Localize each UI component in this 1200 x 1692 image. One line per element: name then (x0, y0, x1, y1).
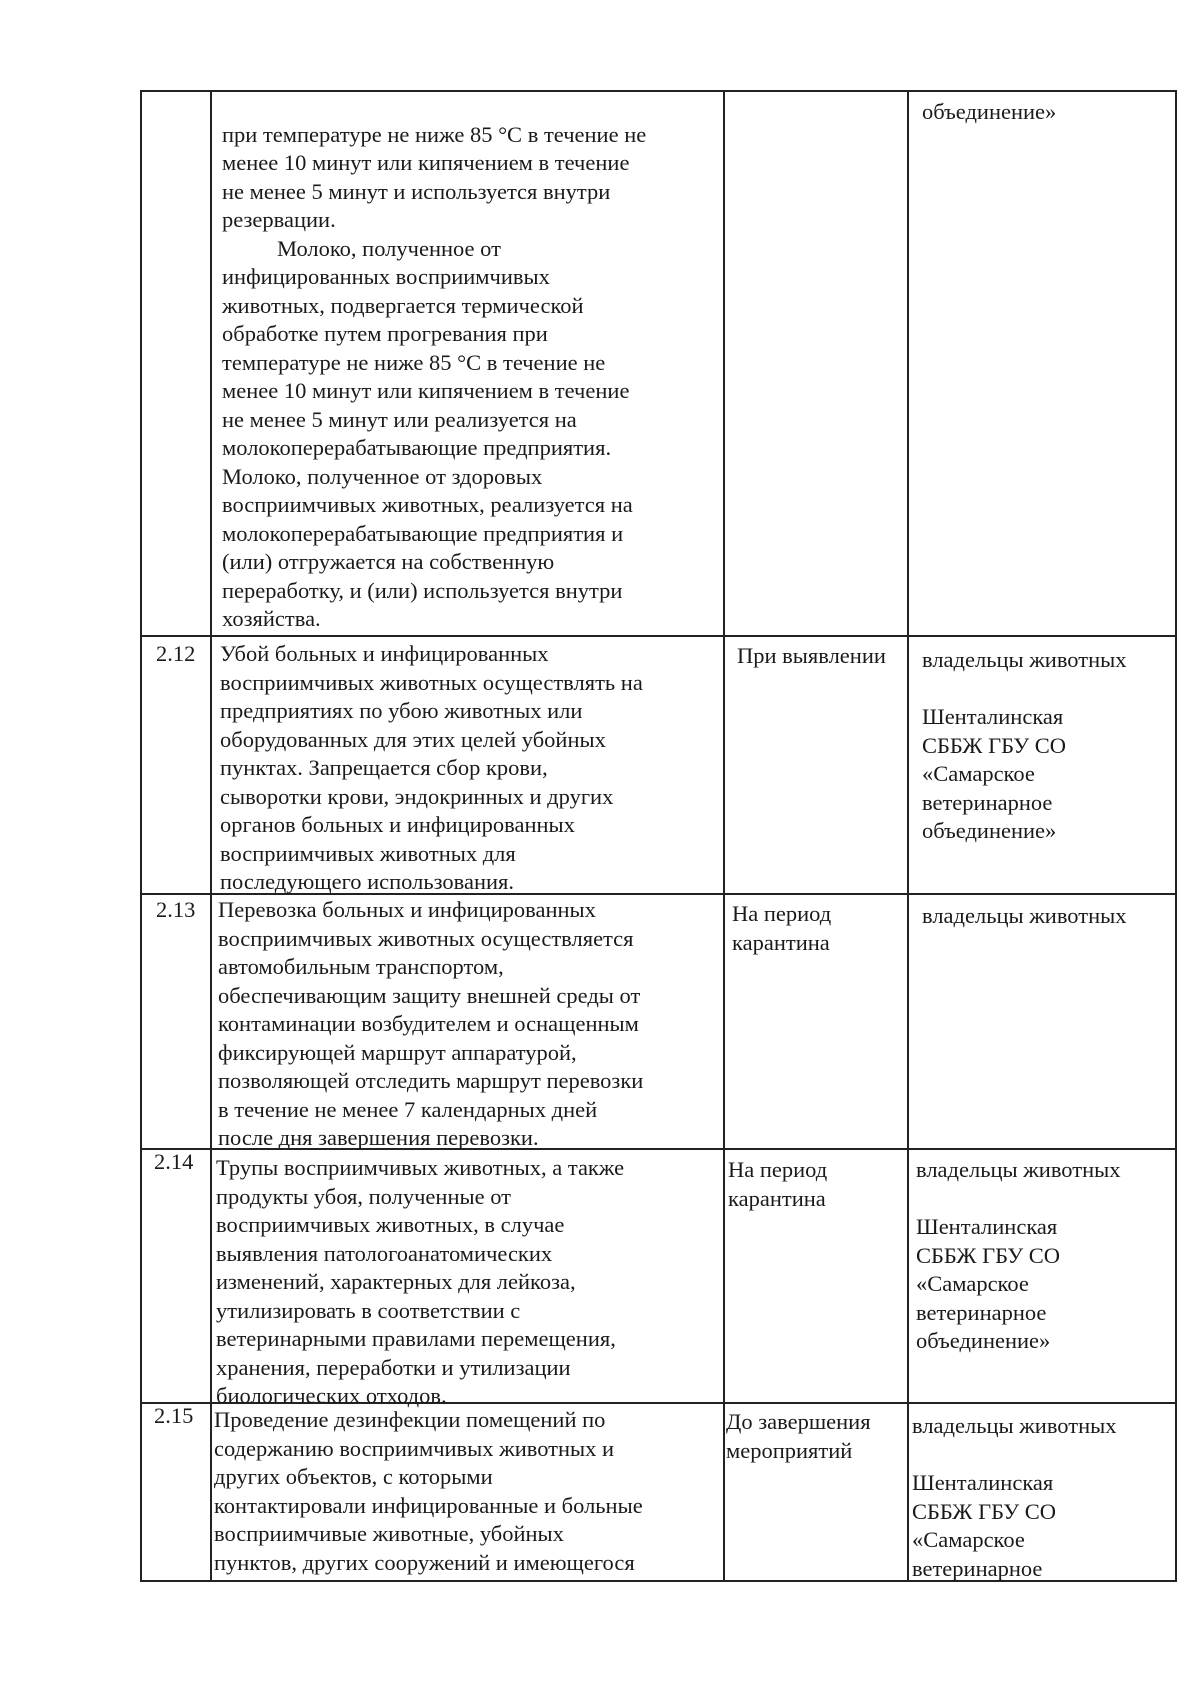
row-number: 2.14 (154, 1149, 194, 1174)
column-divider-number (210, 90, 212, 1580)
table-row-continued-text (222, 92, 717, 662)
responsible-cell: владельцы животных Шенталинская СББЖ ГБУ СО «Самарское ветеринарное (912, 1413, 1117, 1581)
row-number: 2.15 (154, 1403, 194, 1428)
responsible-cell: владельцы животных Шенталинская СББЖ ГБУ СО «Самарское ветеринарное объединение» (916, 1157, 1121, 1353)
responsible-cell: владельцы животных Шенталинская СББЖ ГБУ СО «Самарское ветеринарное объединение» (922, 647, 1127, 843)
measure-text: Убой больных и инфицированных восприимчивых животных осуществлять на предприятиях по убою животных или оборудованных для этих целей убойных пунктах. Запрещается сбор крови, сыворотки крови, эндокринных и других органов больных и инфицированных восприимчивых животных для последующего использования. (220, 641, 643, 894)
measures-table (140, 90, 1177, 1582)
responsible-cell: объединение» (922, 99, 1057, 124)
measure-text: Перевозка больных и инфицированных восприимчивых животных осуществляется автомобильным транспортом, обеспечивающим защиту внешней среды от контаминации возбудителем и оснащенным фиксирующей маршрут аппаратурой, позволяющей отследить маршрут перевозки в течение не менее 7 календарных дней после дня завершения перевозки. (218, 897, 644, 1150)
term-cell: При выявлении (737, 643, 886, 668)
paragraph-text: Молоко, полученное от инфицированных восприимчивых животных, подвергается термической обработке путем прогревания при температуре не ниже 85 °С в течение не менее 10 минут или кипячением в течение не менее 5 минут или реализуется на молокоперерабатывающие предприятия. Молоко, полученное от здоровых восприимчивых животных, реализуется на молокоперерабатывающие предприятия и (или) отгружается на собственную переработку, и (или) используется внутри хозяйства. (222, 235, 633, 631)
row-number: 2.12 (156, 641, 196, 666)
measure-text: Трупы восприимчивых животных, а также продукты убоя, полученные от восприимчивых животных, в случае выявления патологоанатомических изменений, характерных для лейкоза, утилизировать в соответствии с ветеринарными правилами перемещения, хранения, переработки и утилизации биологических отходов. (216, 1155, 625, 1408)
row-number: 2.13 (156, 897, 196, 922)
term-cell: На период карантина (728, 1157, 828, 1211)
column-divider-text (723, 90, 725, 1580)
measure-text: Проведение дезинфекции помещений по содержанию восприимчивых животных и других объектов, с которыми контактировали инфицированные и больные восприимчивые животные, убойных пунктов, других сооружений и имеющегося (214, 1407, 643, 1575)
column-divider-term (907, 90, 909, 1580)
responsible-cell: владельцы животных (922, 903, 1127, 928)
paragraph-text: при температуре не ниже 85 °С в течение не менее 10 минут или кипячением в течение не менее 5 минут и используется внутри резервации. (222, 121, 647, 232)
term-cell: До завершения мероприятий (726, 1409, 871, 1463)
table-border-left (140, 90, 142, 1580)
term-cell: На период карантина (732, 901, 832, 955)
